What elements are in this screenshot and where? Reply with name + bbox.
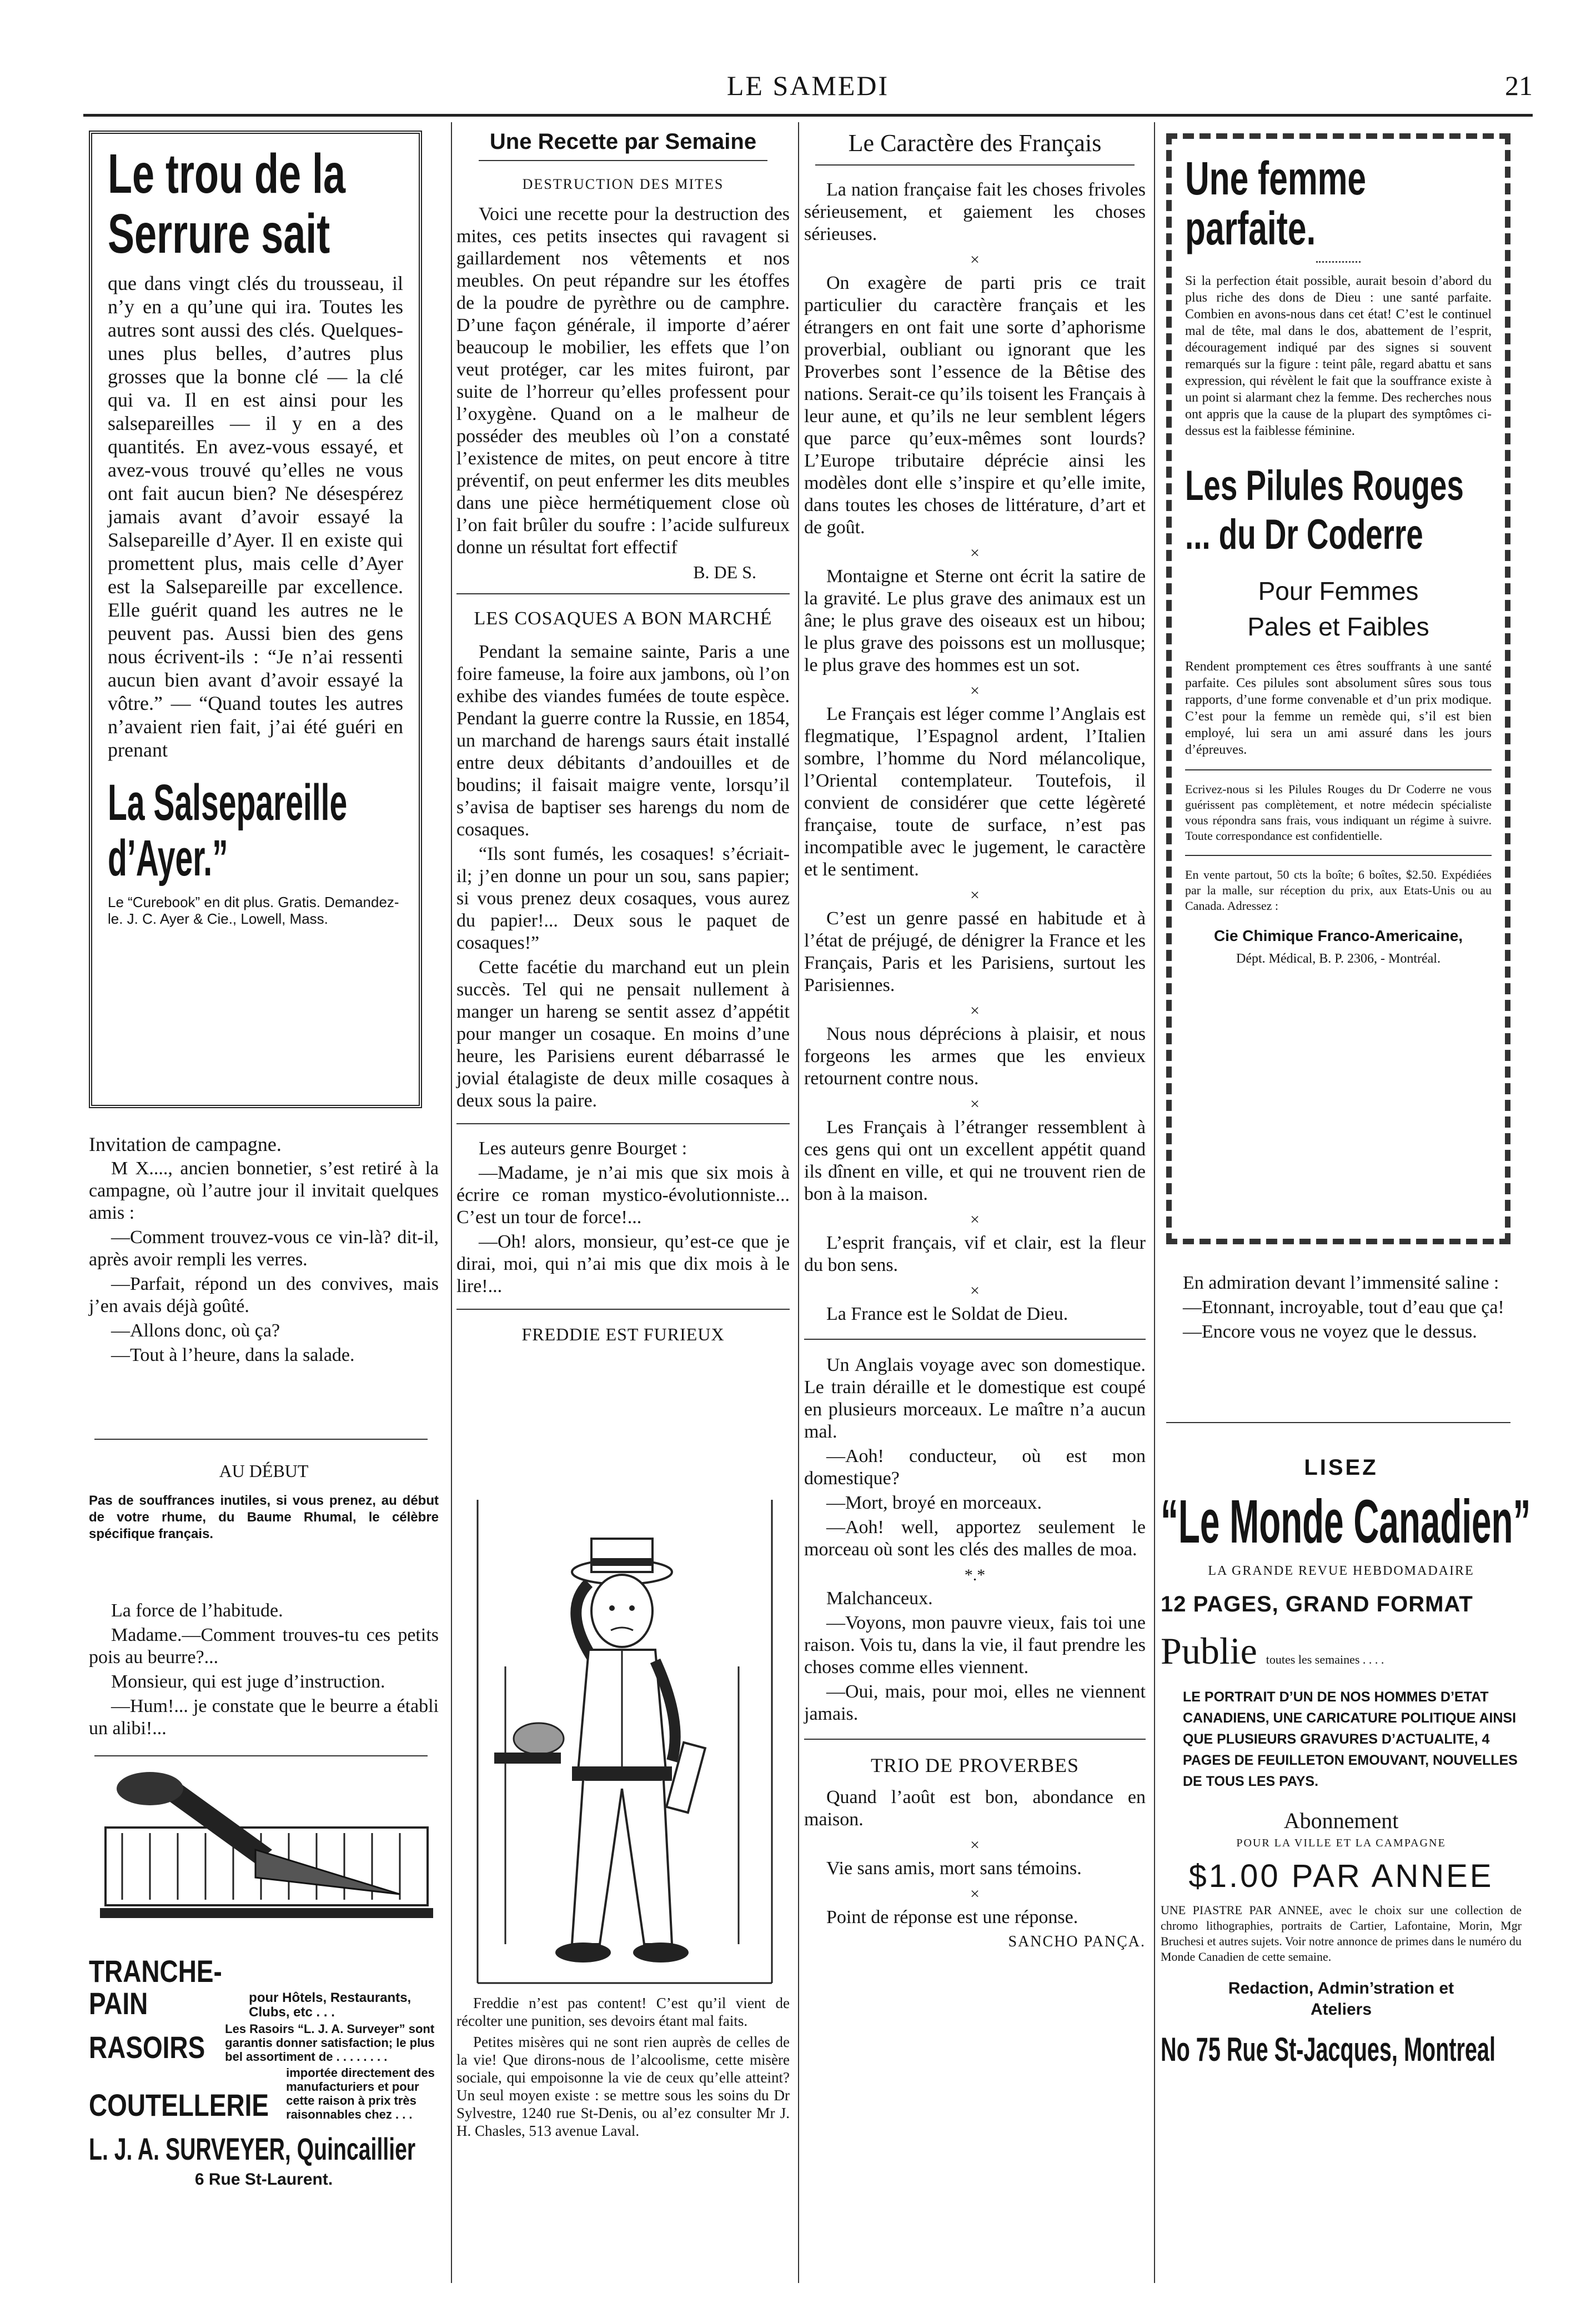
article-line: —Encore vous ne voyez que le dessus. <box>1183 1321 1477 1342</box>
article-line: —Comment trouvez-vous ce vin-là? dit-il, après avoir rempli les verres. <box>89 1227 439 1270</box>
knife-illustration <box>89 1766 439 1950</box>
separator-mark: × <box>970 1885 980 1903</box>
title-rule <box>479 160 767 161</box>
article-signature: SANCHO PANÇA. <box>1008 1933 1146 1950</box>
article-title: Invitation de campagne. <box>89 1133 282 1155</box>
ad-coutellerie: COUTELLERIE <box>89 2087 269 2122</box>
article-title: Une Recette par Semaine <box>489 129 757 154</box>
section-rule <box>1166 1422 1510 1423</box>
header-rule <box>83 114 1533 117</box>
article-paragraph: La nation française fait les choses frivoles sérieusement, et gaiement les choses sérieuses. <box>804 179 1146 244</box>
freddie-caption-block <box>456 1994 790 2140</box>
ad-coutellerie-note: importée directement des manufacturiers et pour cette raison à prix très raisonnables chez . . . <box>286 2066 435 2121</box>
article-paragraph: Les Français à l’étranger ressemblent à ces gens qui ont un excellent appétit quand ils dînent en ville, et qui ne trouvent rien de bon à la maison. <box>804 1117 1146 1204</box>
article-habitude <box>89 1600 439 1742</box>
article-line: —Tout à l’heure, dans la salade. <box>111 1345 355 1365</box>
section-rule <box>456 593 790 594</box>
article-line: —Oh! alors, monsieur, qu’est-ce que je dirai, moi, qui n’ai mis que dix mois à le lire!... <box>456 1231 790 1296</box>
ad-address: 6 Rue St-Laurent. <box>194 2170 333 2189</box>
freddie-illustration <box>461 1500 783 1989</box>
ad-pales: Pales et Faibles <box>1247 612 1429 641</box>
section-rule <box>804 1739 1146 1740</box>
column-divider <box>451 122 452 2283</box>
article-title: La force de l’habitude. <box>111 1600 283 1621</box>
proverb: Quand l’août est bon, abondance en maison. <box>804 1787 1146 1830</box>
section-rule <box>94 1755 428 1756</box>
proverb: Point de réponse est une réponse. <box>826 1907 1078 1927</box>
article-paragraph: Un Anglais voyage avec son domestique. Le train déraille et le domestique est coupé en plusieurs morceaux. Le maître n’a aucun mal. <box>804 1355 1146 1442</box>
ad-surveyer <box>89 1955 439 2189</box>
article-signature: B. DE S. <box>693 562 756 582</box>
separator-mark: × <box>970 251 980 269</box>
ad-rasoirs: RASOIRS <box>89 2030 205 2065</box>
ad-publie-note: toutes les semaines . . . . <box>1266 1653 1384 1666</box>
ad-abonnement: Abonnement <box>1283 1808 1399 1833</box>
article-paragraph: —Aoh! conducteur, où est mon domestique? <box>804 1446 1146 1489</box>
separator-mark: × <box>970 1836 980 1854</box>
ad-body: Si la perfection était possible, aurait besoin d’abord du plus riche des dons de Dieu : une santé parfaite. Combien en avons-nous dans cet état! C’est le continuel mal de tête, mal dans le dos, abattement de l’esprit, découragement indiqué par des signes si souvent remarqués sur la figure : teint pâle, regard abattu et sans expression, qui révèlent le fait que la souffrance existe à un point si alarmant chez la femme. Des recherches nous ont appris que la cause de la plupart des symptômes ci-dessus est la faiblesse féminine. <box>1185 274 1492 438</box>
separator-mark: × <box>970 886 980 904</box>
article-paragraph: La France est le Soldat de Dieu. <box>826 1304 1068 1324</box>
ad-headline: Une femme parfaite. <box>1185 152 1367 254</box>
ad-company: Cie Chimique Franco-Americaine, <box>1213 927 1463 944</box>
article-line: —Parfait, répond un des convives, mais j’en avais déjà goûté. <box>89 1274 439 1316</box>
article-line: En admiration devant l’immensité saline : <box>1183 1273 1499 1293</box>
article-title: AU DÉBUT <box>219 1461 309 1481</box>
article-paragraph: —Aoh! well, apportez seulement le morceau où sont les clés des malles de moa. <box>804 1517 1146 1560</box>
ad-rule <box>1185 855 1492 856</box>
ad-tranche-note: pour Hôtels, Restaurants, Clubs, etc . . . <box>249 1990 411 2020</box>
ad-ecrivez: Ecrivez-nous si les Pilules Rouges du Dr Coderre ne vous guérissent pas complètement, et notre médecin spécialiste vous répondra sans frais, vous indiquant un régime à suivre. Toute correspondance est confidentielle. <box>1185 782 1492 843</box>
article-line: —Voyons, mon pauvre vieux, fais toi une raison. Vois tu, dans la vie, il faut prendre les choses comme elles viennent. <box>804 1613 1146 1678</box>
article-line: —Oui, mais, pour moi, elles ne viennent jamais. <box>804 1681 1146 1724</box>
article-paragraph: Cette facétie du marchand eut un plein succès. Tel qui ne pensait nullement à manger un hareng se sentit assez d’appétit pour manger un cosaque. En moins d’une heure, les Parisiens eurent débarrassé le jovial étalagiste de deux mille cosaques à deux sous la paire. <box>456 957 790 1111</box>
section-rule <box>456 1123 790 1124</box>
ad-abonnement-sub: POUR LA VILLE ET LA CAMPAGNE <box>1236 1837 1446 1849</box>
ad-pour-femmes: Pour Femmes <box>1258 577 1419 605</box>
ad-monde-subtitle: LA GRANDE REVUE HEBDOMADAIRE <box>1208 1564 1474 1578</box>
article-invitation <box>89 1133 439 1369</box>
article-paragraph: —Mort, broyé en morceaux. <box>826 1493 1042 1513</box>
article-text: Pas de souffrances inutiles, si vous prenez, au début de votre rhume, du Baume Rhumal, le célèbre spécifique français. <box>89 1493 439 1541</box>
ad-prime: UNE PIASTRE PAR ANNEE, avec le choix sur une collection de chromo lithographies, portraits de Cartier, Lafontaine, Morin, Mgr Bruchesi et autres sujets. Voir notre annonce de primes dans le numéro du Monde Canadien de cette semaine. <box>1161 1903 1522 1964</box>
page-number: 21 <box>1505 70 1533 101</box>
page-header <box>83 69 1533 108</box>
ad-vente: En vente partout, 50 cts la boîte; 6 boîtes, $2.50. Expédiées par la malle, sur réception du prix, aux Etats-Unis ou au Canada. Adressez : <box>1185 868 1492 913</box>
article-subtitle: DESTRUCTION DES MITES <box>522 176 724 192</box>
newspaper-title: LE SAMEDI <box>726 70 890 101</box>
ad-rasoirs-note: Les Rasoirs “L. J. A. Surveyer” sont garantis donner satisfaction; le plus bel assortiment de . . . . . . . . <box>225 2022 435 2064</box>
article-title: Les auteurs genre Bourget : <box>479 1138 687 1159</box>
article-admiration <box>1161 1272 1516 1345</box>
article-line: Madame.—Comment trouves-tu ces petits pois au beurre?... <box>89 1625 439 1668</box>
ornament-rule <box>1316 261 1361 263</box>
ad-redaction: Redaction, Admin’stration et Ateliers <box>1228 1979 1454 2019</box>
article-title: Le Caractère des Français <box>848 129 1102 157</box>
ad-sylvestre: Petites misères qui ne sont rien auprès de celles de la vie! Que dirons-nous de l’alcoolisme, cette misère sociale, qui empoisonne la vie de ceux qu’elle atteint? Un seul moyen existe : se mettre sous les soins du Dr Sylvestre, 1240 rue St-Denis, ou al’ez consulter Mr J. H. Chasles, 513 avenue Laval. <box>456 2034 790 2139</box>
ad-footer: Le “Curebook” en dit plus. Gratis. Demandez-le. J. C. Ayer & Cie., Lowell, Mass. <box>108 894 399 927</box>
article-line: M X...., ancien bonnetier, s’est retiré à la campagne, où l’autre jour il invitait quelques amis : <box>89 1158 439 1223</box>
ad-pilules-rouges <box>1166 133 1510 1244</box>
article-paragraph: C’est un genre passé en habitude et à l’état de préjugé, de dénigrer la France et les Français, Paris et les Parisiens, surtout les Parisiennes. <box>804 908 1146 995</box>
article-paragraph: On exagère de parti pris ce trait particulier du caractère français et les étrangers en ont fait une sorte d’aphorisme proverbial, oubliant ou ignorant que les Proverbes sont l’essence de la Bêtise des nations. Serait-ce qu’ils toisent les Français à leur aune, et qu’ils ne leur semblent légers que parce qu’eux-mêmes sont lourds? L’Europe tributaire déprécie ainsi les modèles dont elle s’inspire et qu’elle imite, dans toutes les choses de littérature, d’art et de goût. <box>804 273 1146 538</box>
title-rule <box>815 164 1135 166</box>
article-title: LES COSAQUES A BON MARCHÉ <box>474 608 772 629</box>
article-paragraph: “Ils sont fumés, les cosaques! s’écriait-il; j’en donne un pour un sou, sans papier; si vous prenez deux cosaques, vous aurez du papier!... Deux sous le paquet de cosaques!” <box>456 844 790 953</box>
article-title: TRIO DE PROVERBES <box>870 1754 1080 1776</box>
cartoon-title: FREDDIE EST FURIEUX <box>521 1324 725 1344</box>
article-paragraph: Pendant la semaine sainte, Paris a une foire fameuse, la foire aux jambons, où l’on exhibe des viandes fumées de toute espèce. Pendant la guerre contre la Russie, en 1854, un marchand de harengs saurs était installé entre deux débitants d’andouilles et de boudins; il faisait maigre vente, lorsqu’il s’avisa de baptiser ses harengs du nom de cosaques. <box>456 642 790 840</box>
ad-pilules-text: Rendent promptement ces êtres souffrants à une santé parfaite. Ces pilules sont absolument sûres sous tous rapports, d’une forme convenable et d’un prix modique. C’est pour la femme un remède qui, s’il est bien employé, lui sera un ami assuré dans les jours d’épreuves. <box>1185 659 1492 757</box>
ad-monde-canadien <box>1161 1455 1531 2069</box>
ad-rule <box>1185 769 1492 770</box>
separator-mark: × <box>970 544 980 562</box>
article-recette <box>456 128 790 1345</box>
column-divider <box>1154 122 1155 2283</box>
ad-merchant-name: L. J. A. SURVEYER, Quincaillier <box>89 2131 416 2166</box>
article-line: —Allons donc, où ça? <box>111 1320 280 1341</box>
separator-mark: × <box>970 1002 980 1020</box>
article-paragraph: L’esprit français, vif et clair, est la fleur du bon sens. <box>804 1233 1146 1275</box>
ad-salsepareille <box>89 131 422 1108</box>
ad-portrait: LE PORTRAIT D’UN DE NOS HOMMES D’ETAT CANADIENS, UNE CARICATURE POLITIQUE AINSI QUE PLUSIEURS GRAVURES D’ACTUALITE, 4 PAGES DE FEUILLETON EMOUVANT, NOUVELLES DE TOUS LES PAYS. <box>1183 1689 1518 1789</box>
article-caractere <box>804 128 1146 1953</box>
ad-pilules-title: Les Pilules Rouges ... du Dr Coderre <box>1185 462 1464 558</box>
article-paragraph: Nous nous déprécions à plaisir, et nous forgeons les armes que les envieux retournent contre nous. <box>804 1024 1146 1089</box>
cartoon-caption: Freddie n’est pas content! C’est qu’il vient de récolter une punition, ses devoirs étant mal faits. <box>456 1995 790 2029</box>
ad-tranche: TRANCHE-PAIN <box>89 1954 222 2021</box>
section-rule <box>456 1309 790 1310</box>
ad-monde-address: No 75 Rue St-Jacques, Montreal <box>1161 2031 1495 2068</box>
ad-headline: Le trou de la Serrure sait <box>108 143 346 265</box>
stars-separator: *.* <box>964 1566 986 1584</box>
proverb: Vie sans amis, mort sans témoins. <box>826 1858 1082 1879</box>
article-line: Monsieur, qui est juge d’instruction. <box>111 1671 385 1692</box>
separator-mark: × <box>970 1095 980 1113</box>
separator-mark: × <box>970 1281 980 1300</box>
article-title: Malchanceux. <box>826 1588 933 1609</box>
column-divider <box>798 122 799 2283</box>
ad-price: $1.00 PAR ANNEE <box>1188 1858 1494 1894</box>
article-au-debut <box>89 1461 439 1543</box>
ad-publie: Publie <box>1161 1630 1257 1672</box>
article-line: —Hum!... je constate que le beurre a établi un alibi!... <box>89 1696 439 1739</box>
section-rule <box>804 1339 1146 1340</box>
article-line: —Madame, je n’ai mis que six mois à écrire ce roman mystico-évolutionniste... C’est un tour de force!... <box>456 1163 790 1228</box>
ad-monde-title: “Le Monde Canadien” <box>1161 1488 1531 1556</box>
ad-brand: La Salsepareille d’Ayer.” <box>108 774 348 887</box>
separator-mark: × <box>970 1210 980 1229</box>
article-paragraph: Montaigne et Sterne ont écrit la satire de la gravité. Le plus grave des animaux est un âne; le plus grave des oiseaux est un hibou; le plus grave des poissons est un mollusque; le plus grave des hommes est un sot. <box>804 566 1146 675</box>
ad-pages: 12 PAGES, GRAND FORMAT <box>1161 1592 1473 1616</box>
section-rule <box>94 1439 428 1440</box>
ad-dept: Dépt. Médical, B. P. 2306, - Montréal. <box>1236 952 1441 966</box>
ad-body: que dans vingt clés du trousseau, il n’y en a qu’une qui ira. Toutes les autres sont aussi des clés. Quelques-unes plus belles, d’autres plus grosses que la bonne clé — la clé qui va. Il en est ainsi pour les salsepareilles — il y en a des quantités. En avez-vous essayé, et avez-vous trouvé qu’elles ne vous ont fait aucun bien? Ne désespérez jamais avant d’avoir essayé la Salsepareille d’Ayer. Il en existe qui promettent plus, mais celle d’Ayer est la Salsepareille par excellence. Elle guérit quand les autres ne le peuvent pas. Aussi bien des gens nous écrivent-ils : “Je n’ai ressenti aucun bien avant d’avoir essayé la vôtre.” — “Quand toutes les autres n’avaient rien fait, j’ai été guéri en prenant <box>108 272 403 761</box>
article-line: —Etonnant, incroyable, tout d’eau que ça! <box>1183 1297 1504 1318</box>
separator-mark: × <box>970 682 980 700</box>
article-text: Voici une recette pour la destruction des mites, ces petits insectes qui ravagent si gaillardement nos vêtements et nos meubles. On peut répandre sur les étoffes de la poudre de pyrèthre ou de camphre. D’une façon générale, il importe d’aérer beaucoup le mobilier, les effets que l’on veut protéger, car les mites fuiront, par suite de l’horreur qu’elles professent pour l’oxygène. Quand on a le malheur de posséder des meubles où l’on a constaté l’existence de mites, on peut encore à titre préventif, on peut enfermer les dits meubles dans une pièce hermétiquement close où l’on fait brûler du soufre : l’acide sulfureux donne un résultat fort effectif <box>456 204 790 558</box>
article-paragraph: Le Français est léger comme l’Anglais est flegmatique, l’Espagnol ardent, l’Italien sombre, l’homme du Nord mélancolique, l’Oriental contemplateur. Toutefois, il convient de considérer que cette légèreté française, toute de surface, n’est pas incompatible avec le jugement, le caractère et le sentiment. <box>804 704 1146 880</box>
ad-lisez: LISEZ <box>1304 1455 1378 1480</box>
